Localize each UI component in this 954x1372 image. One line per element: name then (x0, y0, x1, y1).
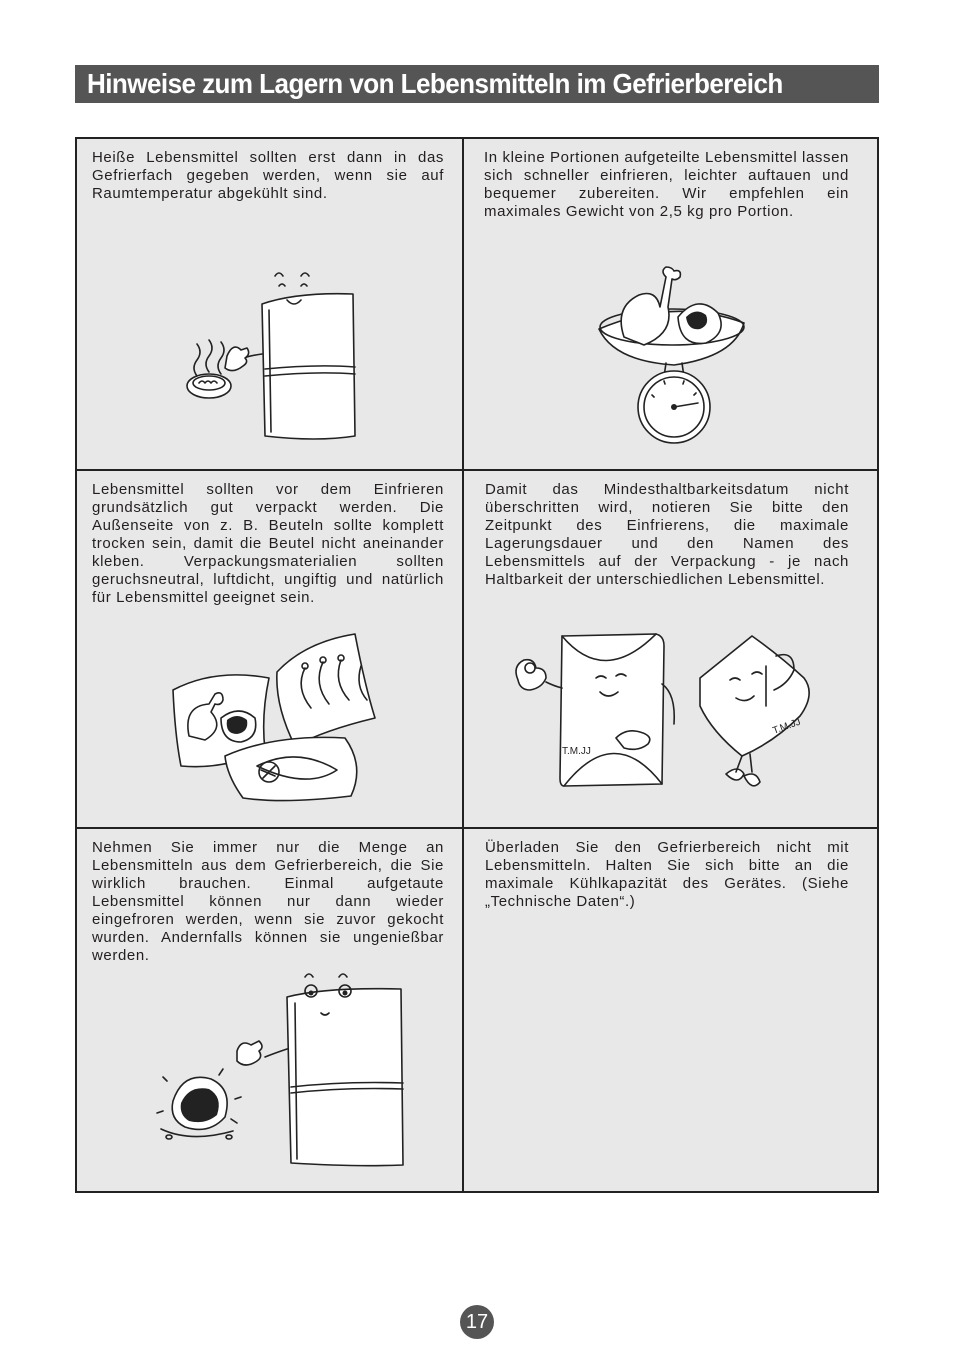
tip-cell-capacity (464, 829, 877, 1191)
tip-text: In kleine Portionen aufgeteilte Lebensmittel lassen sich schneller einfrieren, leichter auftauen und bequemer zubereiten. Wir empfehlen ein maximales Gewicht von 2,5 kg pro Portion. (484, 149, 849, 220)
tip-cell-packaging (77, 471, 462, 827)
tip-cell-labeling (464, 471, 877, 827)
fridge-thawing-meat-illustration (155, 969, 415, 1169)
tips-grid (75, 137, 879, 1193)
tip-text: Damit das Mindesthaltbarkeitsdatum nicht überschritten wird, notieren Sie bitte den Zeitpunkt des Einfrierens, die maximale Lagerungsdauer und den Namen des Lebensmittels auf der Verpackung - je nach Haltbarkeit der unterschiedlichen Lebensmittel. (485, 481, 849, 588)
labeled-packages-illustration (504, 626, 839, 801)
package-label-right: T.M.JJ (771, 716, 803, 737)
tip-cell-portions (464, 139, 877, 469)
tip-cell-hot-food (77, 139, 462, 469)
grid-divider (462, 139, 464, 1191)
kitchen-scale-illustration (594, 257, 754, 447)
package-label-left: T.M.JJ (562, 746, 591, 757)
page-title: Hinweise zum Lagern von Lebensmitteln im Gefrierbereich (87, 68, 783, 99)
fridge-hot-dish-illustration (177, 264, 367, 449)
tip-text: Überladen Sie den Gefrierbereich nicht mit Lebensmitteln. Halten Sie sich bitte an die maximale Kühlkapazität des Gerätes. (Siehe „Technische Daten“.) (485, 839, 849, 910)
tip-cell-thawing (77, 829, 462, 1191)
tip-text: Lebensmittel sollten vor dem Einfrieren grundsätzlich gut verpackt werden. Die Außenseite von z. B. Beuteln sollte komplett trocken sein, damit die Beutel nicht aneinander kleben. Verpackungsmaterialien sollten geruchsneutral, luftdicht, ungiftig und natürlich für Lebensmittel geeignet sein. (92, 481, 444, 606)
packed-food-illustration (165, 626, 390, 806)
tip-text: Heiße Lebensmittel sollten erst dann in das Gefrierfach gegeben werden, wenn sie auf Raumtemperatur abgekühlt sind. (92, 149, 444, 202)
page-number: 17 (460, 1305, 494, 1339)
tip-text: Nehmen Sie immer nur die Menge an Lebensmitteln aus dem Gefrierbereich, die Sie wirklich brauchen. Einmal aufgetaute Lebensmittel können nur dann wieder eingefroren werden, wenn sie zuvor gekocht wurden. Andernfalls können sie ungenießbar werden. (92, 839, 444, 964)
title-bar (75, 65, 879, 103)
